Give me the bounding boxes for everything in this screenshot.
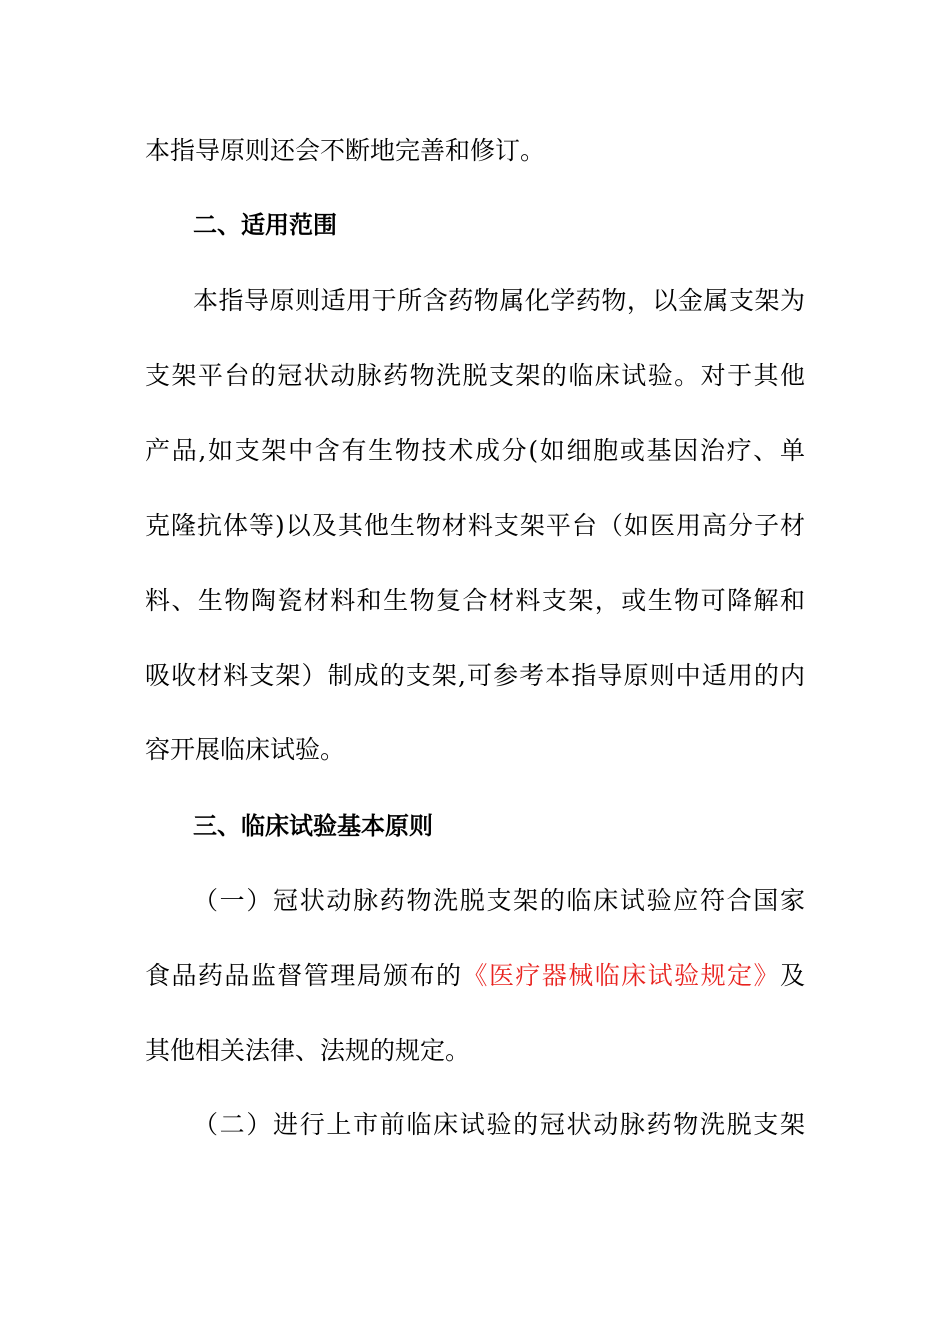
paragraph-text: 及	[779, 961, 805, 990]
paragraph-line: （二）进行上市前临床试验的冠状动脉药物洗脱支架	[193, 1110, 805, 1139]
paragraph-line: 本指导原则适用于所含药物属化学药物，以金属支架为	[193, 286, 805, 315]
paragraph-line-with-link	[145, 958, 805, 994]
paragraph-text: 食品药品监督管理局颁布的	[145, 961, 463, 990]
paragraph-line: 料、生物陶瓷材料和生物复合材料支架，或生物可降解和	[145, 586, 805, 615]
paragraph-line: 吸收材料支架）制成的支架,可参考本指导原则中适用的内	[145, 661, 805, 690]
regulation-link[interactable]: 《医疗器械临床试验规定》	[462, 961, 780, 990]
section-heading-principles: 三、临床试验基本原则	[193, 812, 433, 840]
paragraph-line: 克隆抗体等)以及其他生物材料支架平台（如医用高分子材	[145, 511, 805, 540]
section-heading-scope: 二、适用范围	[193, 211, 337, 239]
paragraph-line: 本指导原则还会不断地完善和修订。	[145, 136, 546, 165]
paragraph-line: 产品,如支架中含有生物技术成分(如细胞或基因治疗、单	[145, 436, 805, 465]
paragraph-line: 其他相关法律、法规的规定。	[145, 1036, 471, 1065]
paragraph-line: 容开展临床试验。	[145, 735, 346, 764]
paragraph-line: （一）冠状动脉药物洗脱支架的临床试验应符合国家	[193, 886, 805, 915]
paragraph-line: 支架平台的冠状动脉药物洗脱支架的临床试验。对于其他	[145, 361, 805, 390]
